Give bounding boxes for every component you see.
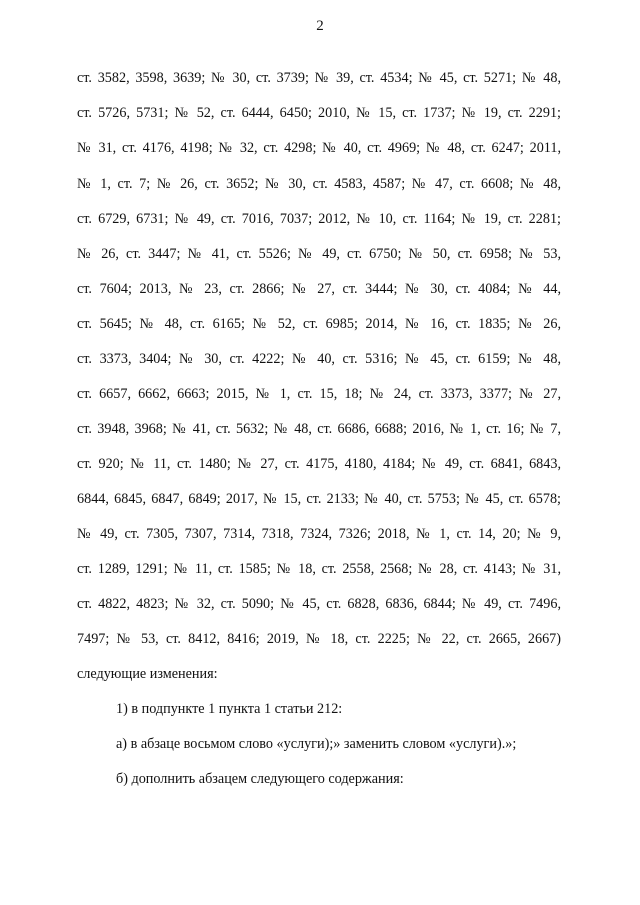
list-item: 1) в подпункте 1 пункта 1 статьи 212:: [116, 701, 343, 717]
body-line: ст. 3582, 3598, 3639; № 30, ст. 3739; № 39, ст. 4534; № 45, ст. 5271; № 48,: [77, 70, 561, 86]
body-line: ст. 1289, 1291; № 11, ст. 1585; № 18, ст. 2558, 2568; № 28, ст. 4143; № 31,: [77, 561, 561, 577]
body-line: 7497; № 53, ст. 8412, 8416; 2019, № 18, ст. 2225; № 22, ст. 2665, 2667): [77, 631, 561, 647]
page-number: 2: [316, 18, 324, 34]
body-line: ст. 5726, 5731; № 52, ст. 6444, 6450; 2010, № 15, ст. 1737; № 19, ст. 2291;: [77, 105, 561, 121]
body-line: ст. 6729, 6731; № 49, ст. 7016, 7037; 2012, № 10, ст. 1164; № 19, ст. 2281;: [77, 211, 561, 227]
body-line: ст. 3948, 3968; № 41, ст. 5632; № 48, ст. 6686, 6688; 2016, № 1, ст. 16; № 7,: [77, 421, 561, 437]
body-line: ст. 4822, 4823; № 32, ст. 5090; № 45, ст. 6828, 6836, 6844; № 49, ст. 7496,: [77, 596, 561, 612]
body-line: ст. 3373, 3404; № 30, ст. 4222; № 40, ст. 5316; № 45, ст. 6159; № 48,: [77, 351, 561, 367]
body-line: ст. 6657, 6662, 6663; 2015, № 1, ст. 15, 18; № 24, ст. 3373, 3377; № 27,: [77, 386, 561, 402]
list-item: а) в абзаце восьмом слово «услуги);» заменить словом «услуги).»;: [116, 736, 517, 752]
body-line: следующие изменения:: [77, 666, 218, 682]
body-line: ст. 5645; № 48, ст. 6165; № 52, ст. 6985; 2014, № 16, ст. 1835; № 26,: [77, 316, 561, 332]
body-line: № 49, ст. 7305, 7307, 7314, 7318, 7324, 7326; 2018, № 1, ст. 14, 20; № 9,: [77, 526, 561, 542]
body-line: ст. 920; № 11, ст. 1480; № 27, ст. 4175, 4180, 4184; № 49, ст. 6841, 6843,: [77, 456, 561, 472]
list-item: б) дополнить абзацем следующего содержания:: [116, 771, 404, 787]
body-line: № 31, ст. 4176, 4198; № 32, ст. 4298; № 40, ст. 4969; № 48, ст. 6247; 2011,: [77, 140, 561, 156]
body-line: ст. 7604; 2013, № 23, ст. 2866; № 27, ст. 3444; № 30, ст. 4084; № 44,: [77, 281, 561, 297]
body-line: 6844, 6845, 6847, 6849; 2017, № 15, ст. 2133; № 40, ст. 5753; № 45, ст. 6578;: [77, 491, 561, 507]
body-line: № 1, ст. 7; № 26, ст. 3652; № 30, ст. 4583, 4587; № 47, ст. 6608; № 48,: [77, 176, 561, 192]
body-line: № 26, ст. 3447; № 41, ст. 5526; № 49, ст. 6750; № 50, ст. 6958; № 53,: [77, 246, 561, 262]
